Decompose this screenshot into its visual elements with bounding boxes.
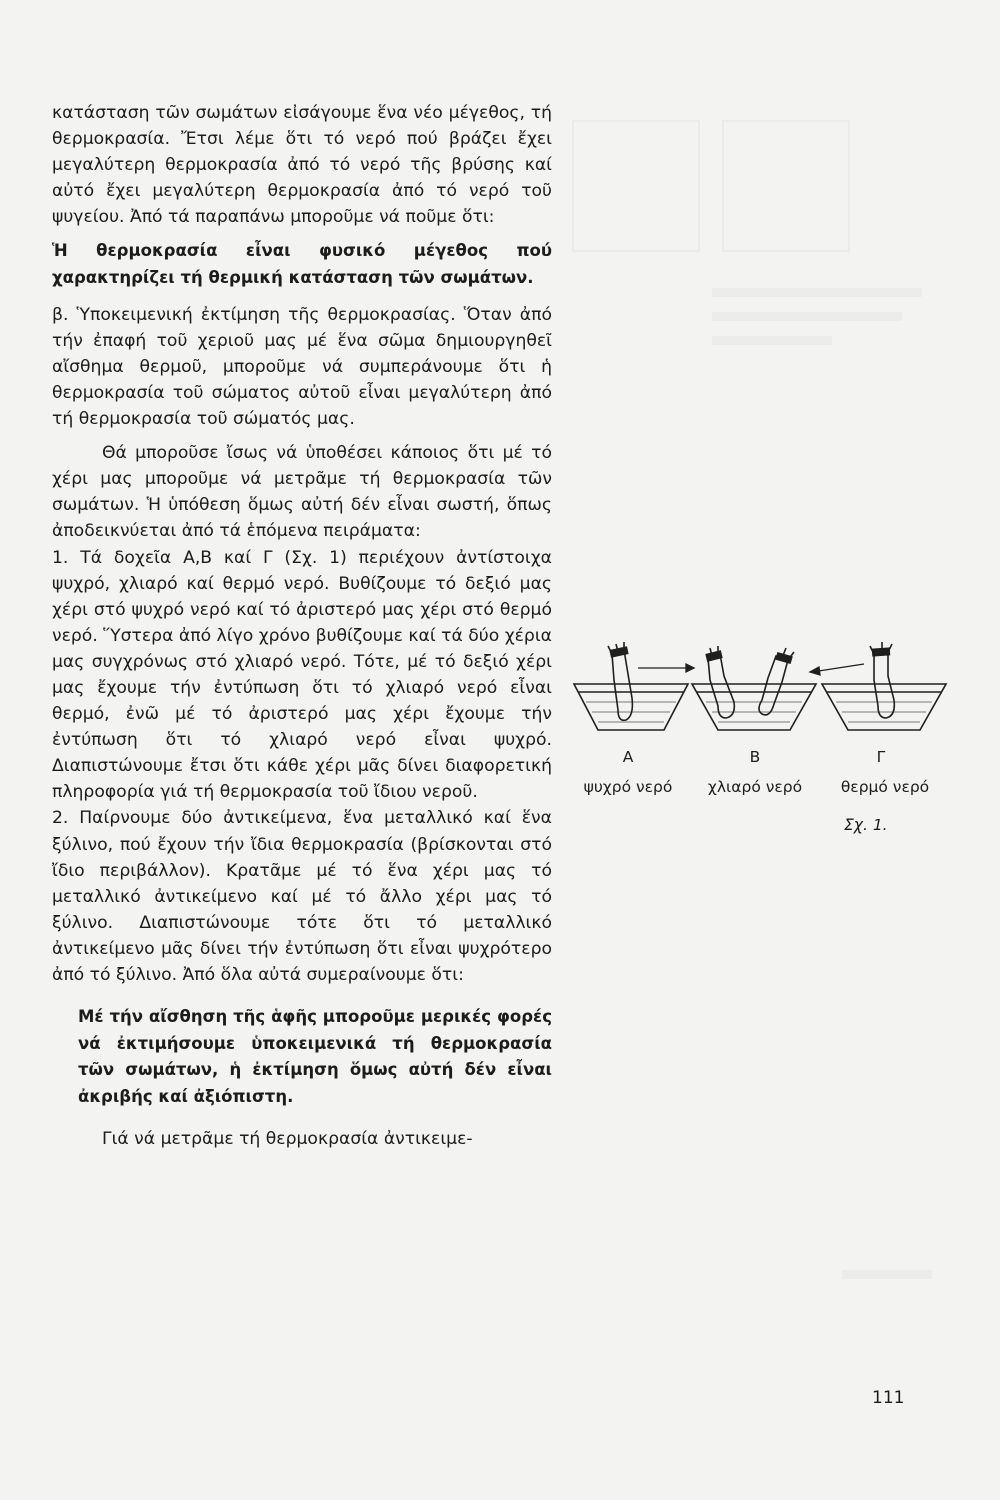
definition-temperature: Ἡ θερμοκρασία εἶναι φυσικό μέγεθος πού χαρακτηρίζει τή θερμική κατάσταση τῶν σωμάτων. <box>52 241 552 288</box>
container-g <box>822 684 946 730</box>
container-b-label: χλιαρό νερό <box>707 778 803 796</box>
show-through-frame <box>572 120 700 252</box>
hands-icon <box>608 642 894 720</box>
text-column <box>52 100 552 1153</box>
arrows-icon <box>638 664 864 675</box>
show-through-line <box>712 288 922 297</box>
show-through-line <box>842 1270 932 1279</box>
container-b-letter: Β <box>749 748 761 766</box>
container-g-label: θερμό νερό <box>840 778 930 796</box>
paragraph-temperature-intro: κατάσταση τῶν σωμάτων εἰσάγουμε ἕνα νέο μέγεθος, τή θερμοκρασία. Ἔτσι λέμε ὅτι τό νερό πού βράζει ἔχει μεγαλύτερη θερμοκρασία ἀπό τό νερό τῆς βρύσης καί αὐτό ἔχει μεγαλύτερη θερμοκρασία ἀπό τό νερό τοῦ ψυγείου. Ἀπό τά παραπάνω μποροῦμε νά ποῦμε ὅτι: <box>52 103 552 228</box>
container-a-letter: Α <box>622 748 634 766</box>
conclusion-subjective: Μέ τήν αἴσθηση τῆς ἁφῆς μποροῦμε μερικές φορές νά ἐκτιμήσουμε ὑποκειμενικά τή θερμοκρασία τῶν σωμάτων, ἡ ἐκτίμηση ὅμως αὐτή δέν εἶναι ἀκριβής καί ἀξιόπιστη. <box>78 1007 552 1106</box>
paragraph-subjective-estimation: β. Ὑποκειμενική ἐκτίμηση τῆς θερμοκρασίας. Ὅταν ἀπό τήν ἐπαφή τοῦ χεριοῦ μας μέ ἕνα σῶμα δημιουργηθεῖ αἴσθημα θερμοῦ, μποροῦμε νά συμπεράνουμε ὅτι ἡ θερμοκρασία τοῦ σώματος αὐτοῦ εἶναι μεγαλύτερη ἀπό τή θερμοκρασία τοῦ σώματός μας. <box>52 304 552 430</box>
paragraph-continuation: Γιά νά μετρᾶμε τή θερμοκρασία ἀντικειμε- <box>102 1129 473 1150</box>
paragraph-experiment-2: 2. Παίρνουμε δύο ἀντικείμενα, ἕνα μεταλλικό καί ἕνα ξύλινο, πού ἔχουν τήν ἴδια θερμοκρασία (βρίσκονται στό ἴδιο περιβάλλον). Κρατᾶμε μέ τό ἕνα χέρι μας τό μεταλλικό ἀντικείμενο καί μέ τό ἄλλο χέρι μας τό ξύλινο. Διαπιστώνουμε τότε ὅτι τό μεταλλικό ἀντικείμενο μᾶς δίνει τήν ἐντύπωση ὅτι εἶναι ψυχρότερο ἀπό τό ξύλινο. Ἀπό ὅλα αὐτά συμεραίνουμε ὅτι: <box>52 808 552 985</box>
paragraph-hypothesis: Θά μποροῦσε ἴσως νά ὑποθέσει κάποιος ὅτι μέ τό χέρι μας μποροῦμε νά μετρᾶμε τή θερμοκρασία τῶν σωμάτων. Ἡ ὑπόθεση ὅμως αὐτή δέν εἶναι σωστή, ὅπως ἀποδεικνύεται ἀπό τά ἑπόμενα πειράματα: <box>52 443 552 542</box>
figure-caption: Σχ. 1. <box>844 816 888 834</box>
page-number: 111 <box>872 1388 905 1408</box>
three-containers-illustration <box>568 640 954 750</box>
show-through-frame <box>722 120 850 252</box>
show-through-line <box>712 336 832 345</box>
container-g-letter: Γ <box>876 748 886 766</box>
figure-1 <box>568 640 954 850</box>
show-through-line <box>712 312 902 321</box>
container-a-label: ψυχρό νερό <box>583 778 673 796</box>
paragraph-experiment-1: 1. Τά δοχεῖα Α,Β καί Γ (Σχ. 1) περιέχουν ἀντίστοιχα ψυχρό, χλιαρό καί θερμό νερό. Βυθίζουμε τό δεξιό μας χέρι στό ψυχρό νερό καί τό ἀριστερό μας χέρι στό θερμό νερό. Ὕστερα ἀπό λίγο χρόνο βυθίζουμε καί τά δύο χέρια μας συγχρόνως στό χλιαρό νερό. Τότε, μέ τό δεξιό χέρι μας ἔχουμε τήν ἐντύπωση ὅτι τό χλιαρό νερό εἶναι θερμό, ἐνῶ μέ τό ἀριστερό μας χέρι ἔχουμε τήν ἐντύπωση ὅτι τό χλιαρό νερό εἶναι ψυχρό. Διαπιστώνουμε ἔτσι ὅτι κάθε χέρι μᾶς δίνει διαφορετική πληροφορία γιά τή θερμοκρασία τοῦ ἴδιου νεροῦ. <box>52 547 552 803</box>
container-b <box>692 684 816 730</box>
